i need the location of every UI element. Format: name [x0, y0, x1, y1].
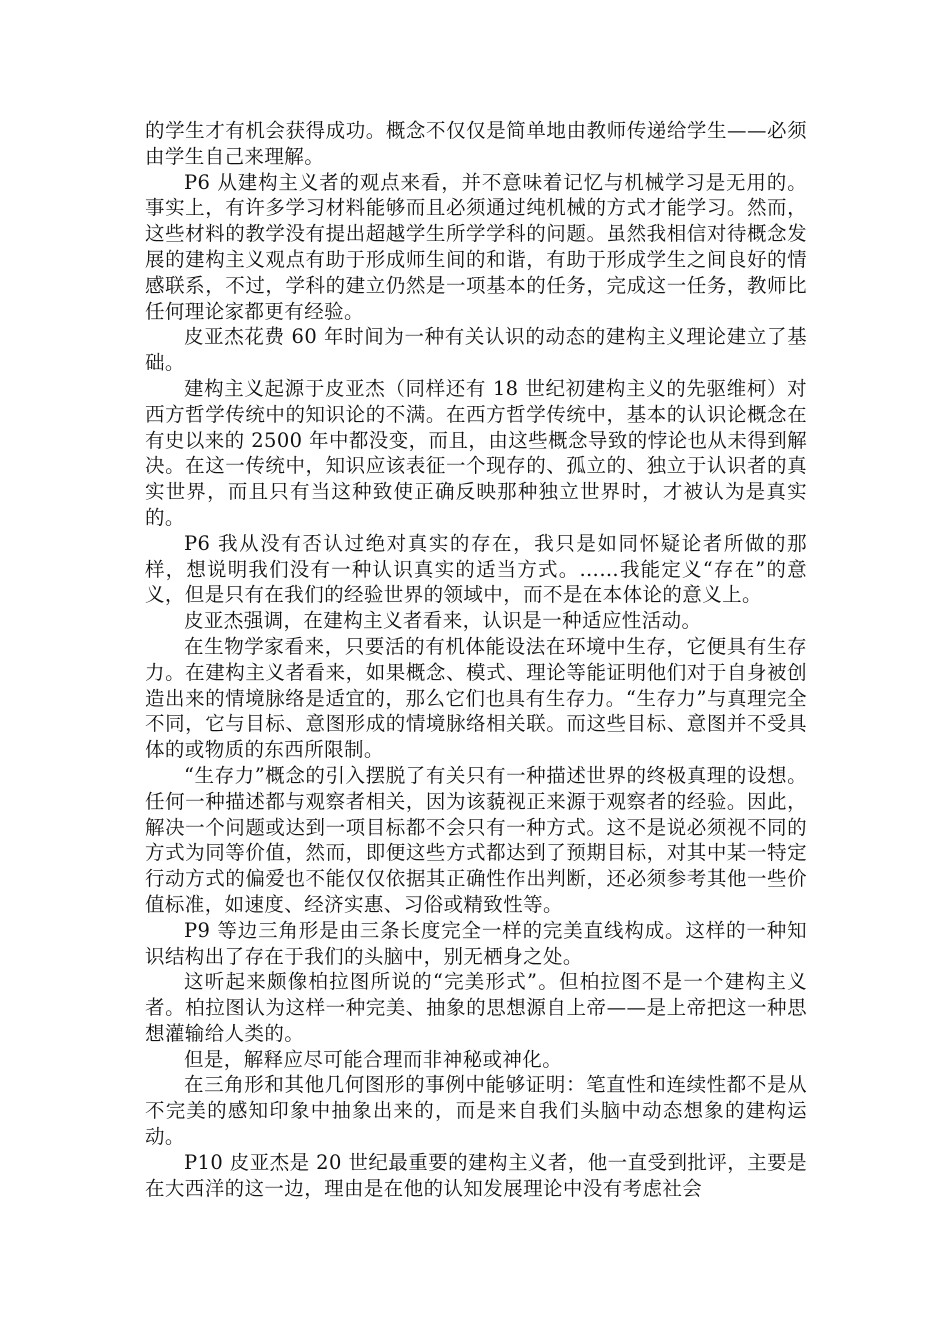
- paragraph-5: P6 我从没有否认过绝对真实的存在，我只是如同怀疑论者所做的那样，想说明我们没有一种认识真实的适当方式。……我能定义“存在”的意义，但是只有在我们的经验世界的领域中，而不是在本体论的意义上。: [145, 531, 807, 607]
- paragraph-6: 皮亚杰强调，在建构主义者看来，认识是一种适应性活动。: [184, 609, 702, 633]
- paragraph-11: 但是，解释应尽可能合理而非神秘或神化。: [184, 1047, 563, 1071]
- paragraph-9: P9 等边三角形是由三条长度完全一样的完美直线构成。这样的一种知识结构出了存在于我们的头脑中，别无栖身之处。: [145, 918, 807, 968]
- paragraph-2: P6 从建构主义者的观点来看，并不意味着记忆与机械学习是无用的。事实上，有许多学习材料能够而且必须通过纯机械的方式才能学习。然而，这些材料的教学没有提出超越学生所学学科的问题。虽然我相信对待概念发展的建构主义观点有助于形成师生间的和谐，有助于形成学生之间良好的情感联系，不过，学科的建立仍然是一项基本的任务，完成这一任务，教师比任何理论家都更有经验。: [145, 170, 807, 323]
- paragraph-4: 建构主义起源于皮亚杰（同样还有 18 世纪初建构主义的先驱维柯）对西方哲学传统中的知识论的不满。在西方哲学传统中，基本的认识论概念在有史以来的 2500 年中都没变，而且，由这些概念导致的悖论也从未得到解决。在这一传统中，知识应该表征一个现存的、孤立的、独立于认识者的真实世界，而且只有当这种致使正确反映那种独立世界时，才被认为是真实的。: [145, 376, 807, 529]
- paragraph-10: 这听起来颇像柏拉图所说的“完美形式”。但柏拉图不是一个建构主义者。柏拉图认为这样一种完美、抽象的思想源自上帝——是上帝把这一种思想灌输给人类的。: [145, 970, 807, 1045]
- paragraph-3: 皮亚杰花费 60 年时间为一种有关认识的动态的建构主义理论建立了基础。: [145, 325, 807, 375]
- document-body: [145, 118, 807, 1201]
- paragraph-8: “生存力”概念的引入摆脱了有关只有一种描述世界的终极真理的设想。任何一种描述都与观察者相关，因为该藐视正来源于观察者的经验。因此，解决一个问题或达到一项目标都不会只有一种方式。这不是说必须视不同的方式为同等价值，然而，即便这些方式都达到了预期目标，对其中某一特定行动方式的偏爱也不能仅仅依据其正确性作出判断，还必须参考其他一些价值标准，如速度、经济实惠、习俗或精致性等。: [145, 763, 807, 916]
- paragraph-12: 在三角形和其他几何图形的事例中能够证明：笔直性和连续性都不是从不完美的感知印象中抽象出来的，而是来自我们头脑中动态想象的建构运动。: [145, 1073, 807, 1149]
- paragraph-1: 的学生才有机会获得成功。概念不仅仅是简单地由教师传递给学生——必须由学生自己来理解。: [145, 119, 807, 168]
- paragraph-13: P10 皮亚杰是 20 世纪最重要的建构主义者，他一直受到批评，主要是在大西洋的这一边，理由是在他的认知发展理论中没有考虑社会: [145, 1150, 807, 1200]
- paragraph-7: 在生物学家看来，只要活的有机体能设法在环境中生存，它便具有生存力。在建构主义者看来，如果概念、模式、理论等能证明他们对于自身被创造出来的情境脉络是适宜的，那么它们也具有生存力。“生存力”与真理完全不同，它与目标、意图形成的情境脉络相关联。而这些目标、意图并不受具体的或物质的东西所限制。: [145, 634, 807, 762]
